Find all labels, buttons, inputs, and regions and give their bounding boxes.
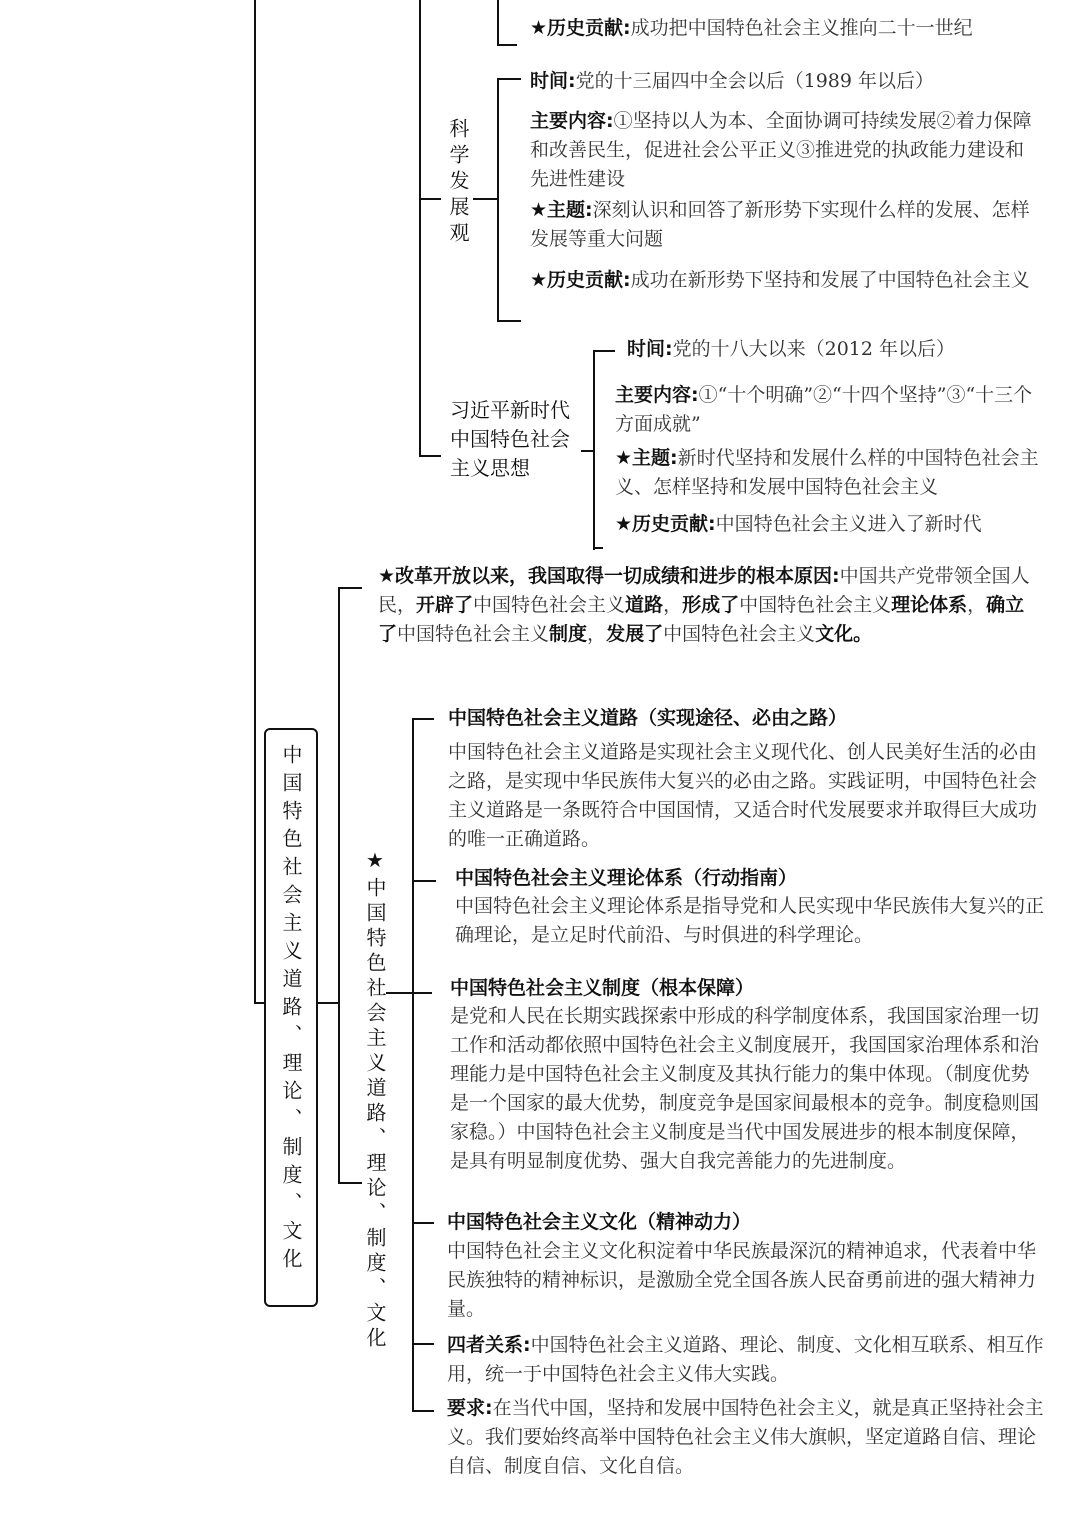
root-cause-segment: 发展了 xyxy=(606,623,664,645)
root-cause-segment: 道路 xyxy=(625,594,664,616)
sci-time: 时间:党的十三届四中全会以后（1989 年以后） xyxy=(530,70,935,92)
root-cause-segment: 制度 xyxy=(549,623,588,645)
prev-bracket-bottom xyxy=(497,44,517,46)
sci-label-stub xyxy=(473,198,499,200)
main-topic-box xyxy=(264,728,318,1307)
sci-bracket-top xyxy=(497,78,521,80)
root-cause-segment: 理论体系 xyxy=(891,594,968,616)
root-cause-segment: ， xyxy=(663,594,683,616)
xi-bracket-bottom xyxy=(593,547,603,549)
four-branch-label: ★中国特色社会主义道路、理论、制度、文化 xyxy=(363,848,387,1352)
sci-theme: ★主题:深刻认识和回答了新形势下实现什么样的发展、怎样发展等重大问题 xyxy=(530,199,1030,250)
scientific-outlook-label: 科学发展观 xyxy=(446,118,470,248)
xi-time: 时间:党的十八大以来（2012 年以后） xyxy=(627,338,956,360)
mid-bracket-bottom xyxy=(338,1182,362,1184)
road-text: 中国特色社会主义道路是实现社会主义现代化、创人民美好生活的必由之路，是实现中华民族伟大复兴的必由之路。实践证明，中国特色社会主义道路是一条既符合中国国情，又适合时代发展要求并取得巨大成功的唯一正确道路。 xyxy=(448,741,1038,850)
root-cause-segment: ， xyxy=(587,623,607,645)
upper-bracket-line xyxy=(419,0,421,457)
system-text: 是党和人民在长期实践探索中形成的科学制度体系，我国国家治理一切工作和活动都依照中国特色社会主义制度展开，我国国家治理体系和治理能力是中国特色社会主义制度及其执行能力的集中体现。（制度优势是一个国家的最大优势，制度竞争是国家间最根本的竞争。制度稳则国家稳。）中国特色社会主义制度是当代中国发展进步的根本制度保障，是具有明显制度优势、强大自我完善能力的先进制度。 xyxy=(450,1005,1040,1172)
theory-heading: 中国特色社会主义理论体系（行动指南） xyxy=(455,867,798,889)
upper-stub-xi xyxy=(419,455,441,457)
four-stub-requirement xyxy=(412,1410,434,1412)
four-stub-system xyxy=(386,992,432,994)
theory-text: 中国特色社会主义理论体系是指导党和人民实现中华民族伟大复兴的正确理论，是立足时代前沿、与时俱进的科学理论。 xyxy=(455,895,1045,946)
prev-bracket-line xyxy=(497,0,499,46)
xi-bracket-top xyxy=(593,350,615,352)
mid-bracket-top xyxy=(338,587,362,589)
culture-text: 中国特色社会主义文化积淀着中华民族最深沉的精神追求，代表着中华民族独特的精神标识，是激励全党全国各族人民奋勇前进的强大精神力量。 xyxy=(447,1240,1037,1320)
sci-contribution: ★历史贡献:成功在新形势下坚持和发展了中国特色社会主义 xyxy=(530,269,1030,291)
four-bracket-line xyxy=(412,718,414,1412)
upper-stub-sci xyxy=(419,198,441,200)
xi-thought-label: 习近平新时代中国特色社会主义思想 xyxy=(450,398,570,480)
sci-bracket-bottom xyxy=(497,320,521,322)
root-cause-segment: 确立了 xyxy=(378,594,1025,645)
four-stub-relation xyxy=(412,1343,434,1345)
mid-bracket-line xyxy=(338,587,340,1184)
root-cause-segment: 开辟了 xyxy=(416,594,474,616)
root-cause-segment: 中国特色社会主义 xyxy=(473,594,626,616)
four-stub-culture xyxy=(412,1222,434,1224)
xi-label-stub xyxy=(581,450,595,452)
root-cause-segment: ， xyxy=(967,594,987,616)
four-stub-road xyxy=(412,718,434,720)
road-heading: 中国特色社会主义道路（实现途径、必由之路） xyxy=(448,707,848,729)
xi-content: 主要内容:①“十个明确”②“十四个坚持”③“十三个方面成就” xyxy=(615,384,1033,435)
trunk-line xyxy=(254,0,256,1004)
root-cause-segment: 文化。 xyxy=(815,623,873,645)
xi-theme: ★主题:新时代坚持和发展什么样的中国特色社会主义、怎样坚持和发展中国特色社会主义 xyxy=(615,447,1039,498)
root-cause-segment: 形成了 xyxy=(682,594,740,616)
root-cause-paragraph xyxy=(378,562,1043,649)
four-stub-theory xyxy=(412,880,436,882)
sci-content: 主要内容:①坚持以人为本、全面协调可持续发展②着力保障和改善民生，促进社会公平正义③推进党的执政能力建设和先进性建设 xyxy=(530,110,1032,190)
prev-contribution: ★历史贡献:成功把中国特色社会主义推向二十一世纪 xyxy=(530,17,973,39)
root-cause-segment: ★改革开放以来，我国取得一切成绩和进步的根本原因: xyxy=(378,565,840,587)
xi-contribution: ★历史贡献:中国特色社会主义进入了新时代 xyxy=(615,513,982,535)
culture-heading: 中国特色社会主义文化（精神动力） xyxy=(447,1211,752,1233)
main-topic-title: 中国特色社会主义道路、理论、制度、文化 xyxy=(279,744,303,1276)
root-cause-segment: 中国特色社会主义 xyxy=(397,623,550,645)
box-out-line xyxy=(316,1002,340,1004)
sci-bracket-line xyxy=(497,78,499,322)
system-heading: 中国特色社会主义制度（根本保障） xyxy=(450,977,755,999)
relation: 四者关系:中国特色社会主义道路、理论、制度、文化相互联系、相互作用，统一于中国特色社会主义伟大实践。 xyxy=(447,1334,1044,1385)
root-cause-segment: 中国特色社会主义 xyxy=(739,594,892,616)
root-cause-segment: 中国特色社会主义 xyxy=(663,623,816,645)
requirement: 要求:在当代中国，坚持和发展中国特色社会主义，就是真正坚持社会主义。我们要始终高举中国特色社会主义伟大旗帜，坚定道路自信、理论自信、制度自信、文化自信。 xyxy=(447,1397,1044,1477)
root-cause-segment: 中国共产党带领全国人民， xyxy=(378,565,1030,616)
